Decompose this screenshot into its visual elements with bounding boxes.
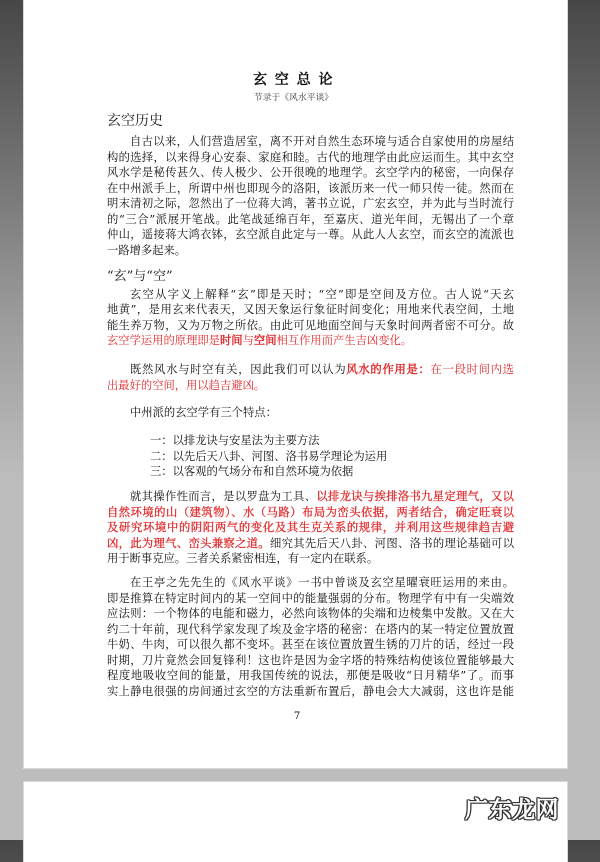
emphasis-text: 玄空学运用的原理即是 <box>107 334 220 348</box>
text-line: 中州派的玄空学有三个特点： <box>130 406 277 420</box>
text-line <box>107 489 514 505</box>
paragraph-definition <box>107 287 514 349</box>
emphasis-bold-text: 时间 <box>219 333 243 348</box>
list-item: 二：以先后天八卦、河图、洛书易学理论为运用 <box>150 449 388 463</box>
text-line <box>107 333 514 349</box>
paragraph-history <box>107 134 514 258</box>
plain-text: 细究其先后天八卦、河图、洛书的理论基础可以 <box>269 536 514 550</box>
emphasis-bold-text: 空间 <box>253 333 277 348</box>
text-line: 风水学是秘传甚久、传人极少、公开很晚的地理学。玄空学内的秘密，一向保存 <box>107 166 514 180</box>
list-item: 三：以客观的气场分布和自然环境为依据 <box>150 465 354 479</box>
text-line <box>107 520 514 536</box>
text-line <box>107 536 514 552</box>
text-line: 构的选择，以来得身心安泰、家庭和睦。古代的地理学由此应运而生。其中玄空 <box>107 150 514 164</box>
paragraph-operation <box>107 489 514 567</box>
text-line: 牛奶、牛肉，可以很久都不变坏。甚至在该位置放置生锈的刀片的话，经过一段 <box>107 638 514 652</box>
text-line: 地黄”，是用玄来代表天，又因天象运行象征时间变化；用地来代表空间，土地 <box>107 303 514 317</box>
emphasis-text: 自然环境的山（建筑物）、水（马路）布局为峦头依据，两者结合，确定旺衰以 <box>107 505 514 519</box>
emphasis-text: 凶，此为理气、峦头兼察之道。 <box>107 536 270 550</box>
page-subtitle: 节录于《风水平谈》 <box>253 93 334 103</box>
text-line <box>107 378 514 394</box>
text-line: 在中州派手上，所谓中州也即现今的洛阳，该派历来一代一师只传一徒。然而在 <box>107 181 514 195</box>
text-line: 自古以来，人们营造居室，离不开对自然生态环境与适合自家使用的房屋结 <box>130 135 514 149</box>
emphasis-text: 在一段时间内选 <box>430 363 514 377</box>
text-line <box>107 551 514 567</box>
text-line: 应法则：一个物体的电能和磁力，必然向该物体的尖端和边棱集中发散。又在大 <box>107 607 514 621</box>
text-line: 一路增多起来。 <box>107 243 187 257</box>
emphasis-text: 与 <box>242 334 254 348</box>
section-heading-xuan-kong: “玄”与“空” <box>107 269 173 284</box>
page-number: 7 <box>293 710 301 722</box>
text-line: 实上静电很强的房间通过玄空的方法重新布置后，静电会大大减弱，这也许是能 <box>107 684 514 698</box>
paragraph-purpose <box>107 362 514 393</box>
plain-text: 就其操作性而言，是以罗盘为工具、 <box>130 490 317 504</box>
text-line: 即是推算在特定时间内的某一空间中的能量强弱的分布。物理学有中有一尖端效 <box>107 591 514 605</box>
site-watermark: 广东龙网 <box>465 797 559 823</box>
page-title: 玄 空 总 论 <box>252 72 335 88</box>
plain-text: 既然风水与时空有关，因此我们可以认为 <box>130 363 347 377</box>
paragraph-features-intro <box>107 405 514 421</box>
text-line: 明末清初之际，忽然出了一位蒋大鸿，著书立说，广宏玄空，并为此与当时流行 <box>107 197 514 211</box>
next-document-page <box>24 782 567 862</box>
text-line <box>107 362 514 378</box>
features-list <box>150 433 490 480</box>
document-page <box>24 0 567 768</box>
emphasis-text: 及研究环境中的阴阳两气的变化及其生克关系的规律，并利用这些规律趋吉避 <box>107 521 514 535</box>
text-line: 的“三合”派展开笔战。此笔战延绵百年，至嘉庆、道光年间，无锡出了一个章 <box>107 212 514 226</box>
text-line: 在王亭之先先生的《风水平谈》一书中曾谈及玄空星曜衰旺运用的来由。 <box>130 576 514 590</box>
paragraph-energy <box>107 575 514 699</box>
list-item: 一：以排龙诀与安星法为主要方法 <box>150 434 320 448</box>
text-line <box>107 505 514 521</box>
emphasis-text: 相互作用而产生吉凶变化。 <box>276 334 413 348</box>
emphasis-text: 以排龙诀与挨排洛书九星定理气，又以 <box>316 490 514 504</box>
plain-text: 用于断事克应。三者关系紧密相连，有一定内在联系。 <box>107 552 379 566</box>
text-line: 时期，刀片竟然会回复锋利！这也许是因为金字塔的特殊结构使该位置能够最大 <box>107 653 514 667</box>
text-line: 玄空从字义上解释“玄”即是天时；“空”即是空间及方位。古人说“天玄 <box>130 287 514 301</box>
text-line: 能生养万物，又为万物之所依。由此可见地面空间与天象时间两者密不可分。故 <box>107 318 514 332</box>
text-line: 程度地吸收空间的能量，用我国传统的说法，那便是吸收“日月精华”了。而事 <box>107 669 514 683</box>
text-line: 约二十年前，现代科学家发现了埃及金字塔的秘密：在塔内的某一特定位置放置 <box>107 622 514 636</box>
emphasis-text: 出最好的空间，用以趋吉避凶。 <box>107 378 266 392</box>
section-heading-history: 玄空历史 <box>107 113 163 129</box>
text-line: 仲山，遥接蒋大鸿衣钵，玄空派自此定与一尊。从此人人玄空，而玄空的流派也 <box>107 228 514 242</box>
emphasis-bold-text: 风水的作用是： <box>346 362 431 377</box>
